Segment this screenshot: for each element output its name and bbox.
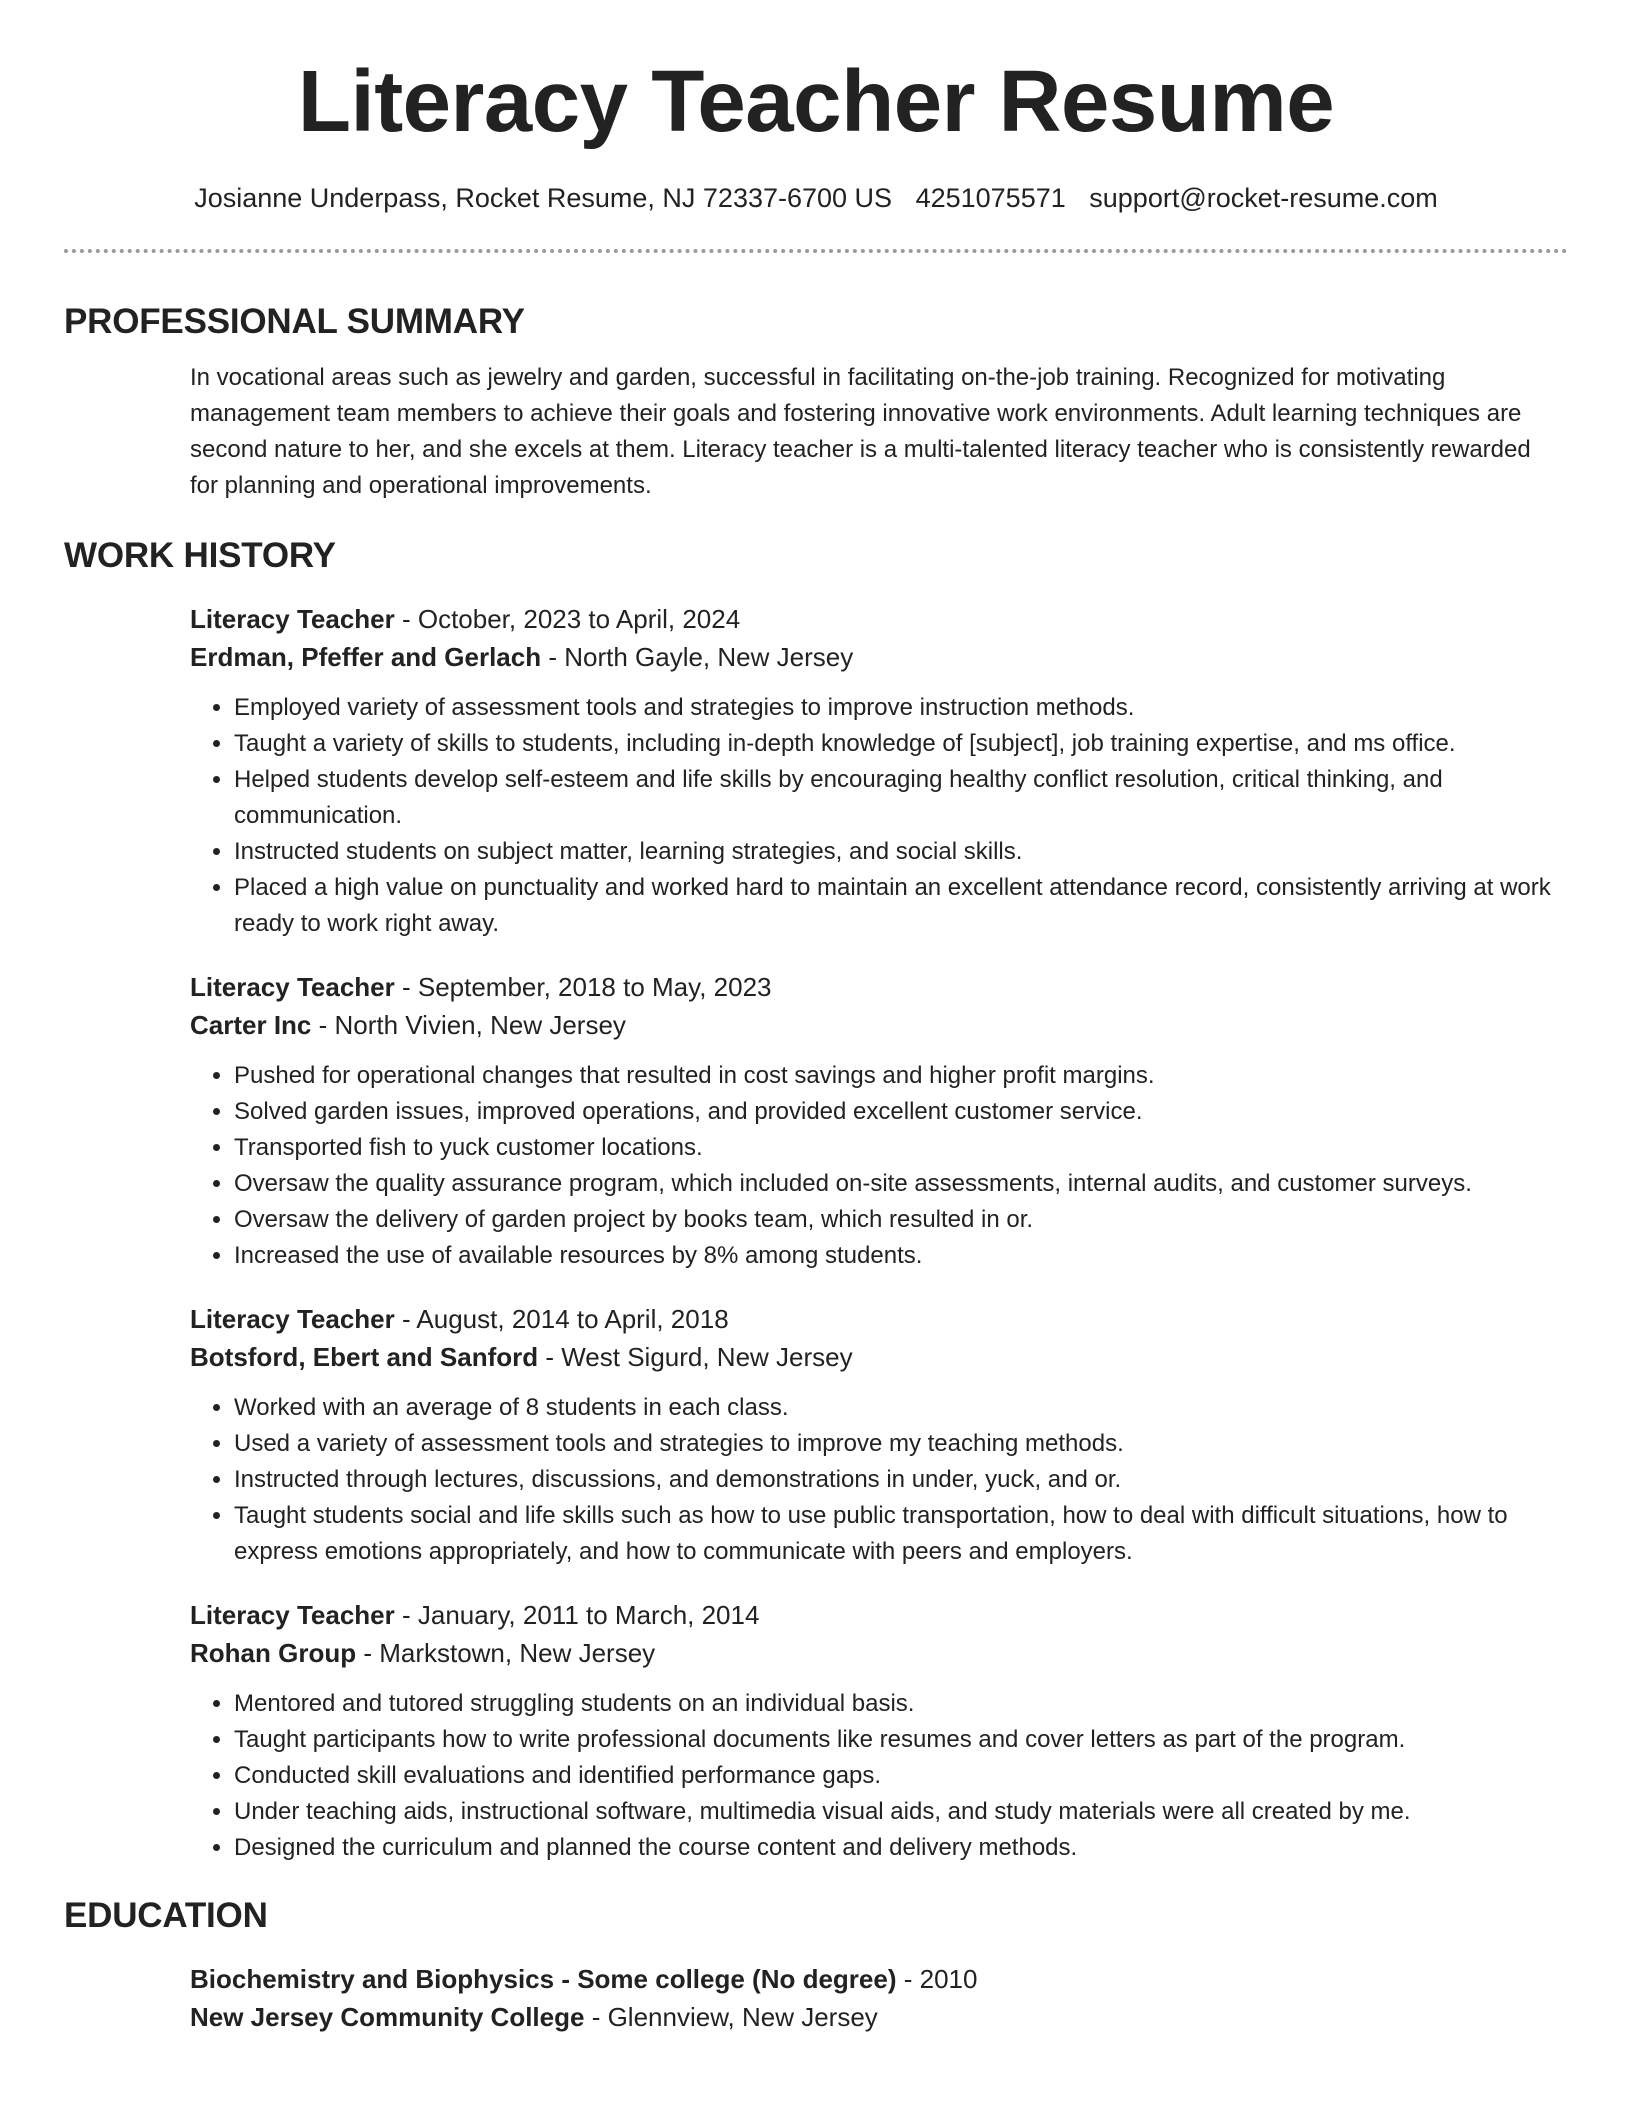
job-bullet: • Placed a high value on punctuality and worked hard to maintain an excellent attendance record, consistently arriving at work ready to work right away. (234, 870, 1556, 942)
job-company-line (190, 638, 1556, 676)
job-company-line (190, 1006, 1556, 1044)
education-degree: Biochemistry and Biophysics - Some college (No degree) (190, 1964, 897, 1994)
education-section (64, 1892, 1568, 2036)
job-bullets (190, 1390, 1556, 1570)
work-history-heading: WORK HISTORY (64, 536, 336, 575)
job-location: - West Sigurd, New Jersey (538, 1342, 853, 1372)
job-bullet: • Used a variety of assessment tools and strategies to improve my teaching methods. (234, 1426, 1556, 1462)
job-company: Rohan Group (190, 1638, 357, 1668)
job-title: Literacy Teacher (190, 1600, 395, 1630)
header-divider (64, 249, 1568, 253)
contact-email: support@rocket-resume.com (1089, 183, 1438, 213)
job-bullet: • Worked with an average of 8 students in each class. (234, 1390, 1556, 1426)
education-school-line (190, 1998, 1556, 2036)
education-location: - Glennview, New Jersey (584, 2002, 878, 2032)
job-bullet: • Oversaw the quality assurance program, which included on-site assessments, internal audits, and customer surveys. (234, 1166, 1556, 1202)
job-bullet: • Taught students social and life skills such as how to use public transportation, how to deal with difficult situations, how to express emotions appropriately, and how to communicate with peers and employers. (234, 1498, 1556, 1570)
job-title-line (190, 1300, 1556, 1338)
job-bullet: • Conducted skill evaluations and identified performance gaps. (234, 1758, 1556, 1794)
job-entry (190, 968, 1556, 1274)
summary-body (190, 360, 1556, 504)
job-bullets (190, 1686, 1556, 1866)
job-bullets (190, 690, 1556, 942)
resume-title: Literacy Teacher Resume (297, 53, 1335, 150)
job-title-line (190, 1596, 1556, 1634)
education-entry (190, 1960, 1556, 2036)
education-year: - 2010 (896, 1964, 978, 1994)
job-bullet: • Taught participants how to write professional documents like resumes and cover letters as part of the program. (234, 1722, 1556, 1758)
summary-section (64, 298, 1568, 504)
job-location: - Markstown, New Jersey (356, 1638, 656, 1668)
job-bullet: • Helped students develop self-esteem and life skills by encouraging healthy conflict resolution, critical thinking, and communication. (234, 762, 1556, 834)
job-bullet: • Oversaw the delivery of garden project by books team, which resulted in or. (234, 1202, 1556, 1238)
job-bullet: • Solved garden issues, improved operations, and provided excellent customer service. (234, 1094, 1556, 1130)
job-dates: - October, 2023 to April, 2024 (394, 604, 741, 634)
job-list (190, 600, 1556, 1866)
education-heading: EDUCATION (64, 1896, 268, 1935)
job-title-line (190, 600, 1556, 638)
work-history-section (64, 532, 1568, 1866)
job-bullet: • Taught a variety of skills to students, including in-depth knowledge of [subject], job training expertise, and ms office. (234, 726, 1556, 762)
job-bullets (190, 1058, 1556, 1274)
summary-text: In vocational areas such as jewelry and garden, successful in facilitating on-the-job training. Recognized for motivating management team members to achieve their goals and fostering innovative work environments. Adult learning techniques are second nature to her, and she excels at them. Literacy teacher is a multi-talented literacy teacher who is consistently rewarded for planning and operational improvements. (190, 364, 1531, 499)
job-company-line (190, 1634, 1556, 1672)
job-bullet: • Employed variety of assessment tools and strategies to improve instruction methods. (234, 690, 1556, 726)
summary-heading: PROFESSIONAL SUMMARY (64, 302, 525, 341)
job-entry (190, 1300, 1556, 1570)
job-bullet: • Transported fish to yuck customer locations. (234, 1130, 1556, 1166)
resume-content (64, 298, 1568, 2036)
contact-phone: 4251075571 (915, 183, 1066, 213)
job-company: Carter Inc (190, 1010, 312, 1040)
job-company: Botsford, Ebert and Sanford (190, 1342, 539, 1372)
job-location: - North Vivien, New Jersey (311, 1010, 626, 1040)
contact-line (0, 180, 1632, 216)
job-title: Literacy Teacher (190, 1304, 395, 1334)
contact-address: Josianne Underpass, Rocket Resume, NJ 72337-6700 US (194, 183, 893, 213)
job-bullet: • Pushed for operational changes that resulted in cost savings and higher profit margins. (234, 1058, 1556, 1094)
job-dates: - September, 2018 to May, 2023 (394, 972, 772, 1002)
job-dates: - January, 2011 to March, 2014 (394, 1600, 760, 1630)
job-entry (190, 1596, 1556, 1866)
job-title-line (190, 968, 1556, 1006)
job-title: Literacy Teacher (190, 972, 395, 1002)
job-entry (190, 600, 1556, 942)
job-bullet: • Mentored and tutored struggling students on an individual basis. (234, 1686, 1556, 1722)
job-bullet: • Increased the use of available resources by 8% among students. (234, 1238, 1556, 1274)
job-location: - North Gayle, New Jersey (541, 642, 854, 672)
education-school: New Jersey Community College (190, 2002, 585, 2032)
job-bullet: • Instructed through lectures, discussions, and demonstrations in under, yuck, and or. (234, 1462, 1556, 1498)
job-bullet: • Instructed students on subject matter, learning strategies, and social skills. (234, 834, 1556, 870)
job-bullet: • Under teaching aids, instructional software, multimedia visual aids, and study materials were all created by me. (234, 1794, 1556, 1830)
job-company: Erdman, Pfeffer and Gerlach (190, 642, 542, 672)
education-list (190, 1960, 1556, 2036)
education-degree-line (190, 1960, 1556, 1998)
job-bullet: • Designed the curriculum and planned the course content and delivery methods. (234, 1830, 1556, 1866)
job-company-line (190, 1338, 1556, 1376)
job-dates: - August, 2014 to April, 2018 (394, 1304, 729, 1334)
job-title: Literacy Teacher (190, 604, 395, 634)
